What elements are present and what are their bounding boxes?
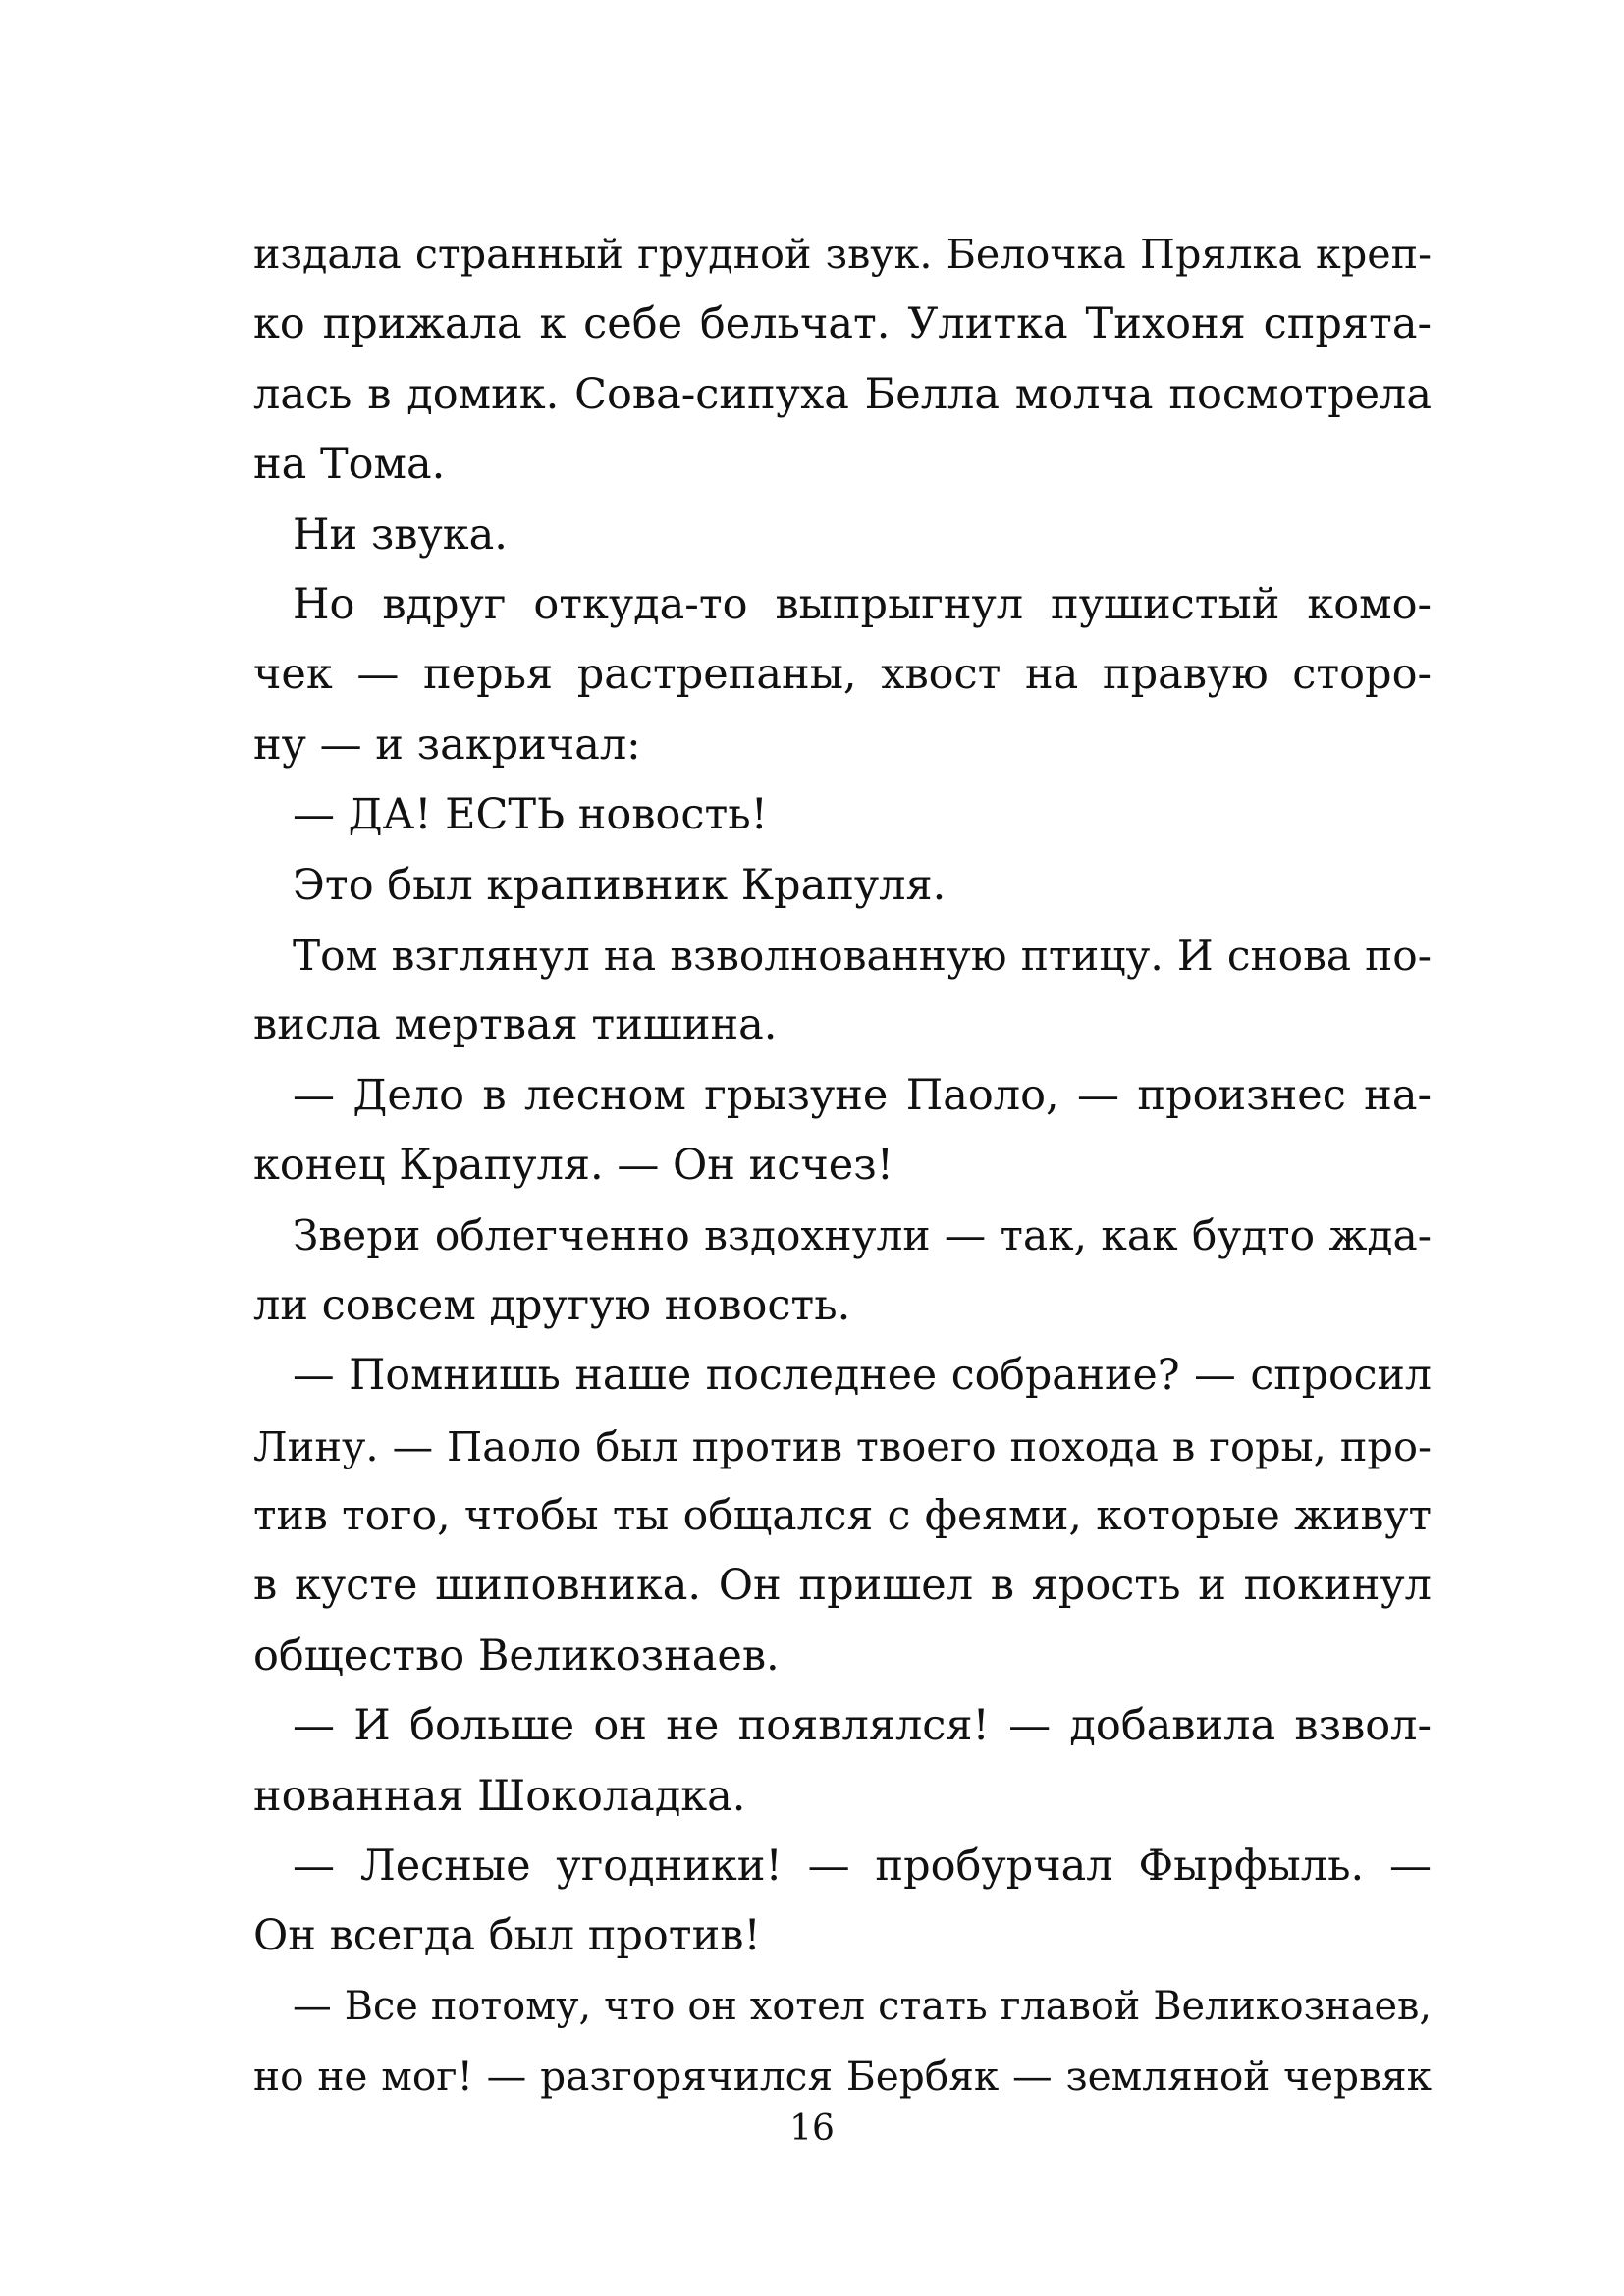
text-line: общество Великознаев. [253,1630,780,1681]
text-line: Ни звука. [293,509,508,560]
text-line: тив того, чтобы ты общался с феями, которые живут [253,1492,1432,1541]
text-line: — Лесные угодники! — пробурчал Фырфыль. — [293,1841,1432,1891]
text-line: Том взглянул на взволнованную птицу. И снова по- [293,931,1432,980]
body-text [253,220,1432,2112]
text-line: висла мертвая тишина. [253,1000,778,1050]
text-line: чек — перья растрепаны, хвост на правую сторо- [253,650,1432,700]
text-line: конец Крапуля. — Он исчез! [253,1141,893,1191]
text-line: — ДА! ЕСТЬ новость! [293,790,768,840]
text-line: лась в домик. Сова-сипуха Белла молча посмотрела [253,369,1432,419]
text-line: — Все потому, что он хотел стать главой Великознаев, [293,1983,1432,2029]
text-line: на Тома. [253,440,446,490]
text-line: Он всегда был против! [253,1911,761,1961]
text-line: Но вдруг откуда-то выпрыгнул пушистый комо- [293,579,1432,629]
text-line: — И больше он не появлялся! — добавила взвол- [293,1701,1432,1751]
text-line: но не мог! — разгорячился Бербяк — земляной червяк [253,2053,1432,2101]
text-line: Лину. — Паоло был против твоего похода в горы, про- [253,1421,1432,1470]
text-line: в кусте шиповника. Он пришел в ярость и покинул [253,1561,1432,1611]
text-line: — Помнишь наше последнее собрание? — спросил [293,1351,1432,1401]
text-line: Это был крапивник Крапуля. [293,860,947,910]
page-number: 16 [789,2109,835,2149]
text-line: издала странный грудной звук. Белочка Прялка креп- [253,231,1432,278]
text-line: Звери облегченно вздохнули — так, как будто жда- [293,1211,1432,1260]
text-line: ко прижала к себе бельчат. Улитка Тихоня спрята- [253,299,1432,349]
text-line: нованная Шоколадка. [253,1771,746,1821]
text-line: — Дело в лесном грызуне Паоло, — произнес на- [293,1070,1432,1120]
text-line: ну — и закричал: [253,720,641,770]
text-line: ли совсем другую новость. [253,1280,851,1330]
